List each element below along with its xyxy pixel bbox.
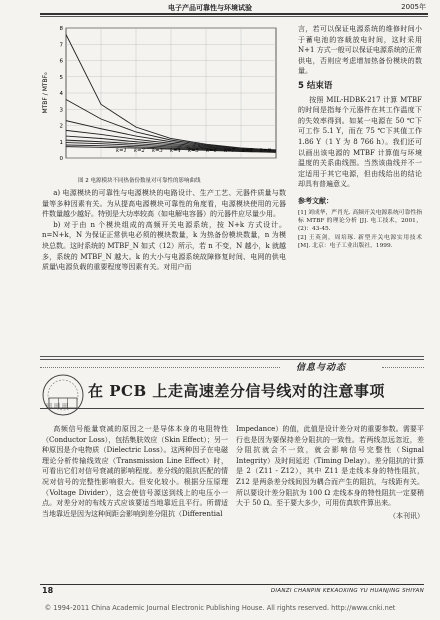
title-rule (40, 408, 424, 409)
section-title: 5 结束语 (298, 80, 333, 91)
header-rule-thin (40, 16, 428, 17)
copyright-line: © 1994-2011 China Academic Journal Electronic Publishing House. All rights reserved. http://www.cnki.net (44, 604, 396, 612)
article-title: 在 PCB 上走高速差分信号线对的注意事项 (88, 382, 385, 400)
article-paragraph: Impedance）的值，此值是设计差分对的重要参数。需要平行也是因为要保持差分阻抗的一致性。若两线忽远忽近，差分阻抗就会不一致，就会影响信号完整性（Signal Integrity）及时间延迟（Timing Delay）。差分阻抗的计算是 2（Z11 - Z12），其中 Z11 是走线本身的特性阻抗，Z12 是两条差分线间因为耦合而产生的阻抗，与线距有关。所以要设计差分阻抗为 100 Ω 走线本身的特性阻抗一定要稍大于 50 Ω。至于要大多少，可用仿真软件算出来。 (236, 425, 424, 508)
page-number: 18 (42, 586, 54, 595)
y-tick-label: 6 (59, 58, 63, 65)
issue-year: 2005年 (401, 3, 426, 11)
series-label: k=2 (134, 148, 145, 154)
y-tick-label: 2 (59, 123, 63, 130)
series-label: k=8 (242, 148, 253, 154)
paragraph-a: a) 电源模块的可靠性与电源模块的电路设计、生产工艺、元器件质量与数量等多种因素有关。为从提高电源模块可靠性的角度看，电源模块使用的元器件数量越少越好。特别是大功率较高（如电解电容器）的元器件应尽量少用。 (42, 189, 286, 219)
header-rule (40, 13, 428, 15)
article-source: （本刊讯） (389, 511, 424, 520)
band-label: 信息与动态 (296, 363, 347, 373)
page-header (0, 0, 440, 14)
mtbf-chart (38, 22, 288, 172)
footer-rule (40, 584, 424, 585)
y-tick-label: 1 (59, 139, 63, 146)
left-column (42, 188, 286, 273)
band-dotted-rule-right (382, 367, 424, 368)
y-axis-label: MTBF / MTBF₀ (42, 72, 49, 114)
circuit-logo-icon (40, 372, 86, 418)
y-tick-label: 7 (59, 42, 63, 49)
y-tick-label: 8 (59, 26, 63, 32)
series-label: k=6 (206, 148, 217, 154)
y-tick-label: 3 (59, 107, 63, 114)
series-label: k=5 (188, 148, 199, 154)
paragraph-continuation: 言，若可以保证电源系统的维修时间小于蓄电池的容载放电时间，这时采用 N+1 方式一般可以保证电源系统的正常供电，否则应考虑增加热备份模块的数量。 (298, 25, 422, 76)
article-paragraph: 高频信号能量衰减的原因之一是导体本身的电阻特性（Conductor Loss），包括集肤效应（Skin Effect）；另一种原因是介电物质（Dielectric Loss）。这两种因子在电磁理论分析传输线效应（Transmission Line Effect）时，可看出它们对信号衰减的影响程度。差分线的阻抗匹配的情况对信号的完整性影响很大。但安化较小。根据分压原理（Voltage Divider），这会使信号源送到线上的电压小一点。对差分对的布线方式应该要适当地靠近且平行。所谓适当地靠近是因为这种间距会影响到差分阻抗（Differential (42, 425, 228, 518)
reference-item: [1] 刘成华，严肖光. 高频开关电源系统可靠性指标 MTBF 的理论分析 [J]. 电工技术，2001，(2)：43-45. (298, 209, 422, 232)
article-left-column (42, 424, 228, 519)
series-label: k=1 (116, 148, 127, 154)
series-label: k=7 (224, 148, 235, 154)
logo-text: 田田田 (46, 403, 71, 410)
paragraph-b: b) 对于由 n 个模块组成的高频开关电源系统，按 N+k 方式设计。n=N+k，N 为保证正常供电必须的模块数量，k 为热备份模块数量，n 为模块总数。这时系统的 MTBF_N 如式（12）所示，若 n 不变，N 越小，k 就越多，系统的 MTBF_N 越大。k 的大小与电源系统故障修复时间、电网的供电质量\电源负载的重要程度等因素有关。对用户而 (42, 220, 286, 272)
figure-caption: 图 2 电源模块不同热备份数量对可靠性的影响曲线 (78, 178, 201, 184)
references-list (298, 209, 422, 251)
section-band (40, 356, 424, 360)
conclusion-paragraph: 按照 MIL-HDBK-217 计算 MTBF 的时间是指每个元器件在其工作温度下的失效率得到。如某一电源在 50 ℃下可工作 5.1 Y，而在 75 ℃下其值工作 1.86 Y（1 Y 为 8 766 h）。我们还可以画出该电源的 MTBF 计算值与环境温度的关系曲线图。当然该曲线并不一定适用于其它电源，但由线给出的结论却具有普遍意义。 (298, 95, 422, 189)
reference-item: [2] 王英剑，周培琢. 新型开关电源实用技术 [M]. 北京：电子工业出版社，1999. (298, 235, 422, 250)
journal-title: 电子产品可靠性与环境试验 (168, 4, 252, 12)
series-label: k=9 (260, 148, 271, 154)
series-label: k=4 (170, 148, 181, 154)
article-right-column (236, 424, 424, 521)
y-tick-label: 4 (59, 91, 63, 97)
y-tick-label: 5 (59, 74, 63, 81)
y-tick-label: 0 (59, 156, 63, 162)
journal-name-pinyin: DIANZI CHANPIN KEKAOXING YU HUANJING SHIYAN (270, 588, 424, 594)
right-column (298, 24, 422, 252)
band-dotted-rule (40, 367, 280, 368)
series-label: k=3 (152, 148, 163, 154)
references-heading: 参考文献： (298, 196, 333, 205)
